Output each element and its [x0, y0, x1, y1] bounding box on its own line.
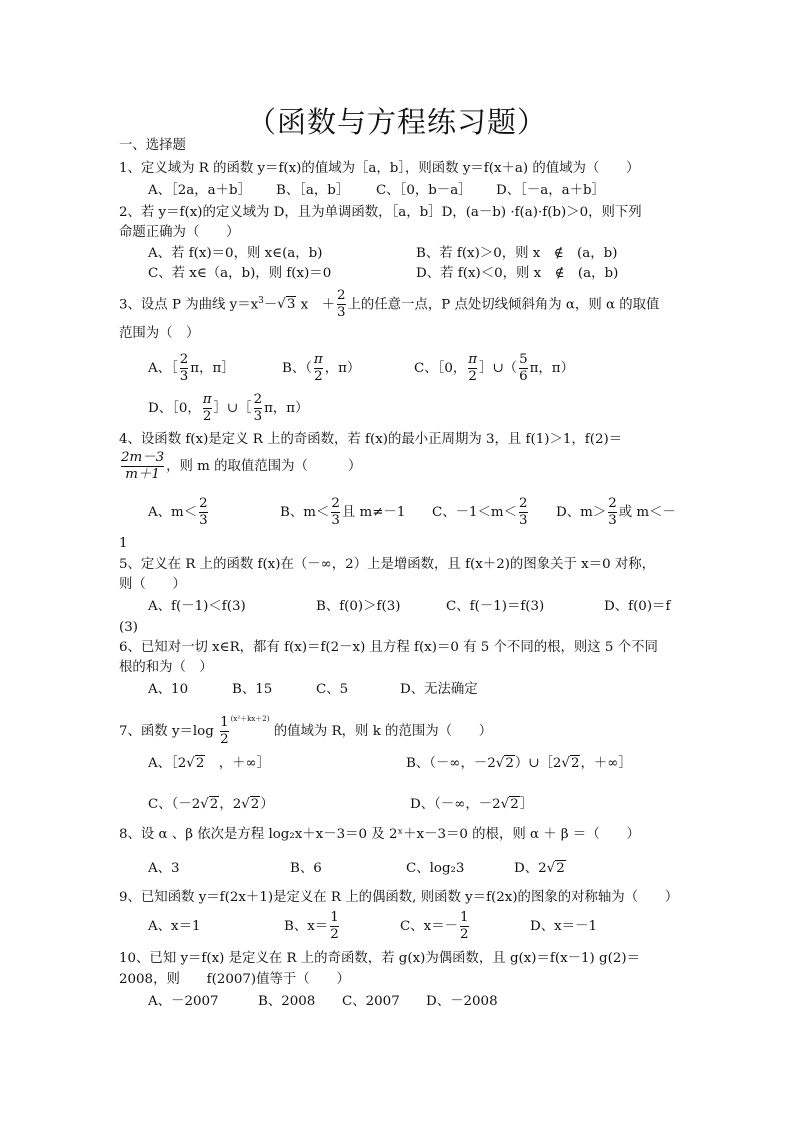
- q9-option-a: A、x＝1: [148, 919, 201, 934]
- question-7-stem: 7、函数 y＝log $\frac{1}{2}$ $^{(x^2+kx+2)}$ 的值域为 R，则 k 的范围为（ ）: [119, 715, 493, 747]
- q5-option-d: D、f(0)＝f: [604, 599, 671, 614]
- fraction-pi-2: $\frac{\pi}{2}$: [468, 352, 478, 384]
- q8-option-b: B、6: [290, 861, 322, 876]
- fraction-2m-3-over-m-1: $\frac{2m-3}{m+1}$: [121, 450, 165, 482]
- q10-option-d: D、－2008: [426, 994, 498, 1009]
- question-5-stem-line1: 5、定义在 R 上的函数 f(x)在（－∞，2）上是增函数，且 f(x＋2)的图象关于 x＝0 对称，: [119, 557, 656, 572]
- fraction-1-2: $\frac{1}{2}$: [459, 910, 469, 942]
- q4-option-c: C、－1＜m＜ $\frac{2}{3}$: [432, 496, 528, 528]
- sqrt-symbol: √2: [200, 797, 219, 812]
- section-heading: 一、选择题: [119, 138, 186, 153]
- question-6-stem-line1: 6、已知对一切 x∈R，都有 f(x)＝f(2－x) 且方程 f(x)＝0 有 5 个不同的根，则这 5 个不同: [119, 640, 658, 655]
- q3-option-b: B、（ $\frac{\pi}{2}$ ，π）: [282, 352, 361, 384]
- q10-option-b: B、2008: [258, 994, 316, 1009]
- q9-option-c: C、x＝－ $\frac{1}{2}$: [400, 910, 469, 942]
- q5-option-c: C、f(－1)＝f(3): [446, 599, 545, 614]
- question-6-stem-line2: 根的和为（ ）: [119, 660, 213, 675]
- sqrt-symbol: √2: [561, 756, 580, 771]
- q7-option-a: A、［2√2 ，＋∞］: [148, 756, 271, 771]
- fraction-1-2: $\frac{1}{2}$: [330, 910, 339, 942]
- log-argument: (x²＋kx＋2): [230, 715, 270, 723]
- q8-option-a: A、3: [148, 861, 180, 876]
- sqrt-symbol: √2: [495, 756, 514, 771]
- fraction-2-3: $\frac{2}{3}$: [199, 496, 208, 528]
- q4-option-b: B、m＜ $\frac{2}{3}$ 且 m≠－1: [280, 496, 406, 528]
- question-1-stem: 1、定义域为 R 的函数 y＝f(x)的值域为［a，b］，则函数 y＝f(x＋a) 的值域为（ ）: [119, 161, 640, 176]
- fraction-2-3: $\frac{2}{3}$: [336, 288, 346, 321]
- q9-option-d: D、x＝－1: [530, 919, 597, 934]
- q2-option-a: A、若 f(x)＝0，则 x∈(a，b): [148, 246, 323, 261]
- q8-option-c: C、log₂3: [406, 861, 465, 876]
- q7-option-c: C、（－2√2，2√2）: [148, 797, 274, 812]
- page-title: （函数与方程练习题）: [246, 105, 547, 139]
- fraction-2-3: $\frac{2}{3}$: [253, 392, 263, 424]
- q1-option-b: B、［a，b］: [276, 183, 350, 198]
- question-4-stem-line2: $\frac{2m-3}{m+1}$ ，则 m 的取值范围为（ ）: [121, 450, 362, 482]
- q3-option-c: C、［0， $\frac{\pi}{2}$ ］∪（ $\frac{5}{6}$ π，π）: [414, 352, 574, 384]
- q6-option-a: A、10: [148, 682, 189, 697]
- q1-option-c: C、［0，b－a］: [376, 183, 472, 198]
- q5-option-d-wrap: (3): [119, 620, 138, 635]
- sqrt-symbol: √2: [500, 797, 519, 812]
- q6-option-b: B、15: [232, 682, 273, 697]
- q2-option-c: C、若 x∈（a，b)，则 f(x)＝0: [148, 266, 332, 281]
- fraction-2-3: $\frac{2}{3}$: [179, 352, 189, 384]
- question-9-stem: 9、已知函数 y＝f(2x＋1)是定义在 R 上的偶函数, 则函数 y＝f(2x)的图象的对称轴为（ ）: [119, 890, 679, 905]
- sqrt-symbol: √3: [277, 297, 296, 313]
- q2-option-d: D、若 f(x)＜0，则 x ∉ (a，b): [416, 266, 619, 281]
- question-10-stem-line2: 2008，则 f(2007)值等于（ ）: [119, 972, 350, 987]
- question-2-stem-line2: 命题正确为（ ）: [119, 225, 240, 240]
- q10-option-c: C、2007: [342, 994, 400, 1009]
- sqrt-symbol: √2: [241, 797, 260, 812]
- q3-cube-exponent: 3: [258, 296, 264, 306]
- sqrt-symbol: √2: [546, 861, 565, 876]
- q7-option-b: B、（－∞，－2√2）∪［2√2，＋∞］: [406, 756, 632, 771]
- fraction-2-3: $\frac{2}{3}$: [608, 496, 617, 528]
- question-10-stem-line1: 10、已知 y＝f(x) 是定义在 R 上的奇函数，若 g(x)为偶函数，且 g(x)＝f(x－1) g(2)＝: [119, 951, 640, 966]
- fraction-pi-2: $\frac{\pi}{2}$: [313, 352, 323, 384]
- q3-option-d: D、［0， $\frac{\pi}{2}$ ］∪［ $\frac{2}{3}$ π，π）: [148, 392, 309, 424]
- q4-option-a: A、m＜ $\frac{2}{3}$: [148, 496, 208, 528]
- fraction-2-3: $\frac{2}{3}$: [331, 496, 340, 528]
- question-3-stem: [119, 284, 659, 322]
- q3-stem-part2: x ＋: [300, 297, 335, 313]
- question-2-stem-line1: 2、若 y＝f(x)的定义域为 D，且为单调函数，［a，b］D，(a－b) ·f(a)·f(b)＞0，则下列: [119, 205, 642, 220]
- q7-option-d: D、（－∞，－2√2］: [410, 797, 534, 812]
- q6-option-d: D、无法确定: [400, 682, 478, 697]
- q3-option-a: A、［ $\frac{2}{3}$ π，π］: [148, 352, 235, 384]
- fraction-pi-2: $\frac{\pi}{2}$: [202, 392, 212, 424]
- q4-option-d-wrap: 1: [119, 536, 128, 551]
- sqrt-symbol: √2: [186, 756, 205, 771]
- fraction-1-2: $\frac{1}{2}$: [220, 715, 229, 747]
- q3-stem-part1: 3、设点 P 为曲线 y＝x: [119, 297, 259, 313]
- q5-option-a: A、f(－1)＜f(3): [148, 599, 246, 614]
- q8-option-d: D、2√2: [514, 861, 565, 876]
- q1-option-d: D、［－a，a＋b］: [496, 183, 605, 198]
- q3-stem-minus: －: [263, 297, 278, 313]
- q10-option-a: A、－2007: [148, 994, 219, 1009]
- q1-option-a: A、［2a，a＋b］: [148, 183, 251, 198]
- q6-option-c: C、5: [316, 682, 349, 697]
- fraction-2-3: $\frac{2}{3}$: [519, 496, 528, 528]
- question-3-stem-line2: 范围为（ ）: [119, 326, 200, 341]
- q4-option-d: D、m＞ $\frac{2}{3}$ 或 m＜－: [556, 496, 676, 528]
- q2-option-b: B、若 f(x)＞0，则 x ∉ (a，b): [416, 246, 618, 261]
- fraction-5-6: $\frac{5}{6}$: [519, 352, 528, 384]
- question-5-stem-line2: 则（ ）: [119, 577, 186, 592]
- q9-option-b: B、x＝ $\frac{1}{2}$: [284, 910, 339, 942]
- q5-option-b: B、f(0)＞f(3): [316, 599, 401, 614]
- question-4-stem: 4、设函数 f(x)是定义 R 上的奇函数，若 f(x)的最小正周期为 3，且 f(1)＞1，f(2)＝: [119, 432, 623, 447]
- q3-stem-part3: 上的任意一点，P 点处切线倾斜角为 α，则 α 的取值: [347, 297, 660, 313]
- question-8-stem: 8、设 α 、β 依次是方程 log₂x＋x－3＝0 及 2ˣ＋x－3＝0 的根，则 α ＋ β ＝（ ）: [119, 827, 640, 842]
